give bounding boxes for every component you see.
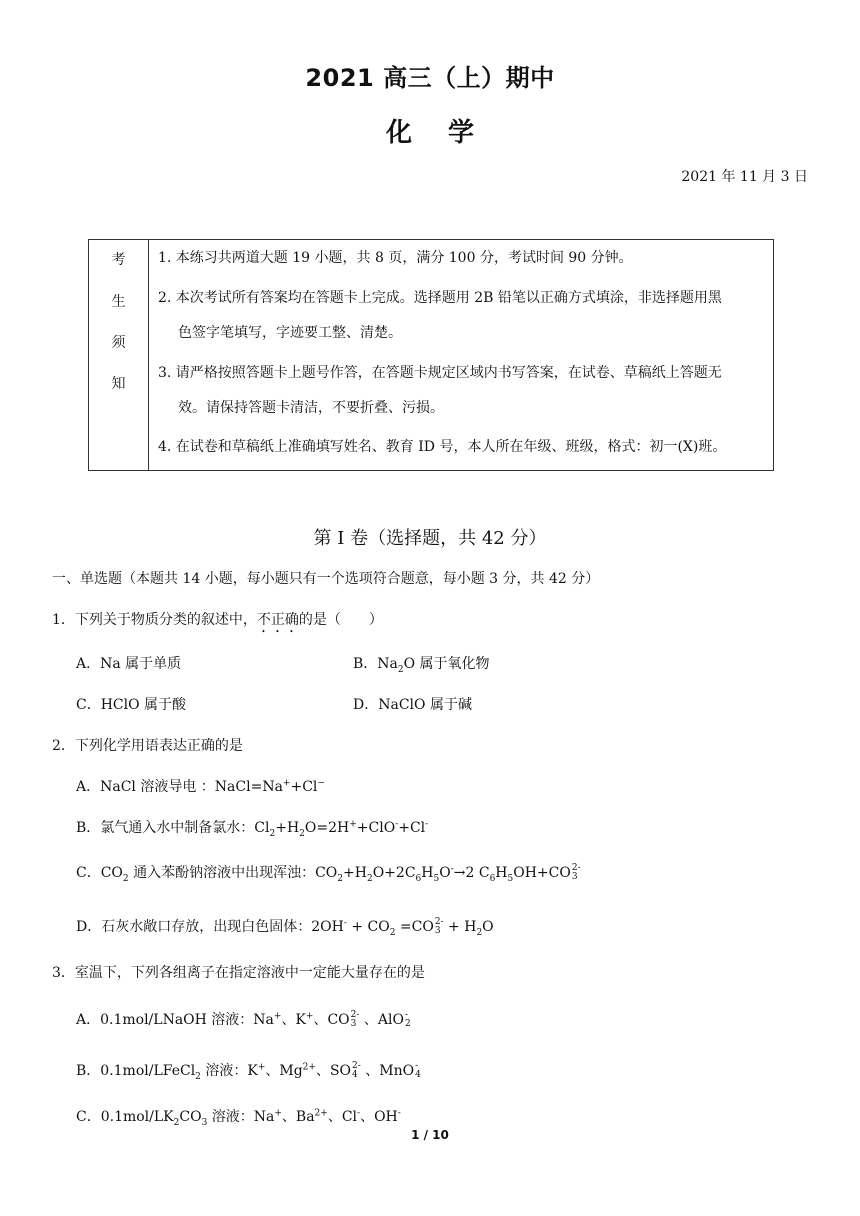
question-2-stem: 2．下列化学用语表达正确的是	[52, 738, 243, 754]
question-3-option-b: B．0.1mol/LFeCl$_2$ 溶液：K+、$Mg^{2+}$、SO 2- 4 、MnO - 4	[76, 1061, 421, 1082]
section-heading: 第 I 卷（选择题，共 42 分）	[313, 528, 547, 549]
notice-item	[158, 430, 763, 465]
question-2-option-c: C．$CO_2$ 通入苯酚钠溶液中出现浑浊：$CO_2+H_2O+2C_6H_5O^-\to 2$ $C_6H_5OH+CO$ 2- 3	[76, 863, 581, 884]
question-1-option-b: B．$Na_2O$ 属于氧化物	[353, 656, 490, 675]
notice-box	[88, 239, 774, 471]
notice-item	[158, 356, 763, 426]
subject-title	[0, 112, 860, 149]
question-1-option-c: C．HClO 属于酸	[76, 697, 187, 713]
notice-label-char: 须	[111, 335, 126, 351]
question-1-stem	[52, 609, 383, 636]
question-2-option-d: D．石灰水敞口存放，出现白色固体：$2OH^- + CO_2 =CO$ 2- 3 + $H_2O$	[76, 917, 494, 938]
notice-label-char: 知	[111, 376, 126, 392]
notice-item	[158, 281, 763, 351]
notice-item-text: 3. 请严格按照答题卡上题号作答，在答题卡规定区域内书写答案，在试卷、草稿纸上答题无	[158, 365, 722, 381]
notice-item-continuation: 色签字笔填写，字迹要工整、清楚。	[178, 325, 402, 341]
question-1-option-a: A．Na 属于单质	[76, 656, 182, 672]
notice-item-text: 2. 本次考试所有答案均在答题卡上完成。选择题用 2B 铅笔以正确方式填涂，非选择题用黑	[158, 290, 722, 306]
question-3-stem: 3．室温下，下列各组离子在指定溶液中一定能大量存在的是	[52, 965, 425, 981]
question-3-option-a: A．0.1mol/LNaOH 溶液：Na+、K+、CO 2- 3 、AlO - 2	[76, 1010, 411, 1029]
exam-date: 2021 年 11 月 3 日	[681, 169, 808, 185]
question-2-option-a: A．NaCl 溶液导电 ：NaCl=Na++Cl−	[76, 778, 325, 795]
page-number: 1 / 10	[411, 1128, 449, 1142]
question-3-option-c: C．$0.1mol/LK_2CO_3$ 溶液：Na+、$Ba^{2+}$、Cl-、OH-	[76, 1108, 401, 1128]
notice-label-column	[89, 240, 149, 470]
question-1-option-d: D．NaClO 属于碱	[353, 697, 472, 713]
notice-label-char: 生	[111, 294, 126, 310]
notice-item	[158, 241, 763, 276]
question-2-option-b: B．氯气通入水中制备氯水：$Cl_2+H_2O=2H^++ClO^-+Cl^-$	[76, 819, 429, 839]
subject-char: 学	[448, 118, 475, 148]
notice-label-char: 考	[111, 252, 126, 268]
notice-item-text: 1. 本练习共两道大题 19 小题，共 8 页，满分 100 分，考试时间 90 分钟。	[158, 250, 633, 266]
notice-item-text: 4. 在试卷和草稿纸上准确填写姓名、教育 ID 号，本人所在年级、班级，格式：初一(X)班。	[158, 439, 727, 455]
notice-item-continuation: 效。请保持答题卡清洁，不要折叠、污损。	[178, 400, 444, 416]
section-intro: 一、单选题（本题共 14 小题，每小题只有一个选项符合题意，每小题 3 分，共 42 分）	[52, 571, 600, 587]
exam-title: 2021 高三（上）期中	[305, 64, 555, 92]
emphasized-text: 不正确	[256, 612, 299, 628]
stem-text: 的是（ ）	[298, 612, 383, 628]
subject-char: 化	[385, 118, 412, 148]
stem-text: 1．下列关于物质分类的叙述中，	[52, 612, 257, 628]
